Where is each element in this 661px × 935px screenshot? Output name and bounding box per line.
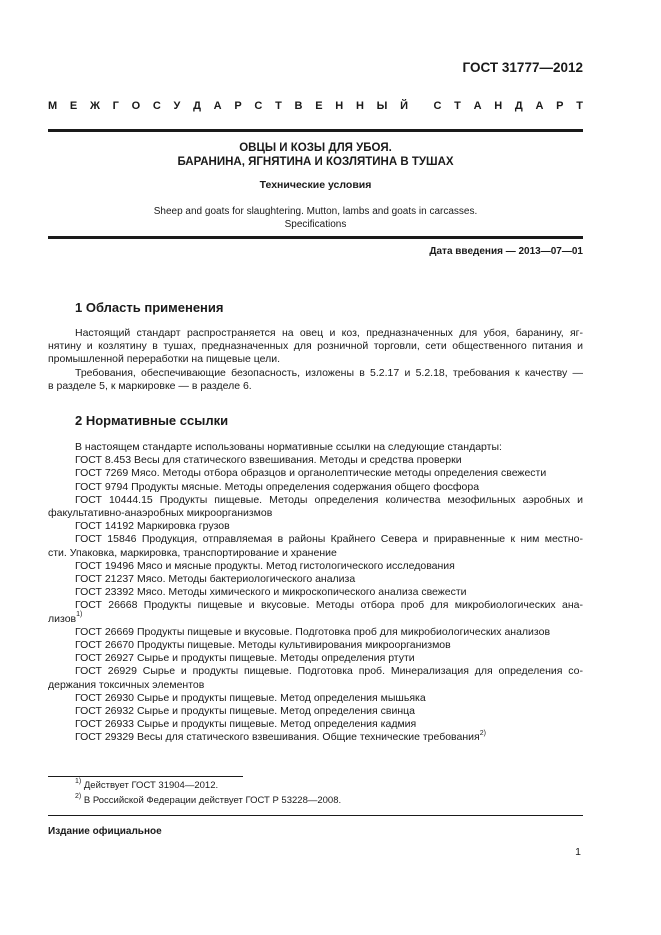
- reference-item: ГОСТ 26933 Сырье и продукты пищевые. Метод определения кадмия: [75, 718, 417, 731]
- heading-letter: С: [152, 100, 161, 112]
- english-title-line-1: Sheep and goats for slaughtering. Mutton, lambs and goats in carcasses.: [153, 206, 478, 217]
- footnote-text: Действует ГОСТ 31904—2012.: [81, 780, 219, 791]
- reference-item: ГОСТ 10444.15 Продукты пищевые. Методы определения количества мезофильных аэробных и: [75, 493, 583, 506]
- title-rule: [48, 236, 583, 239]
- english-title-line-2: Specifications: [284, 219, 347, 230]
- reference-item-continuation: факультативно-анаэробных микроорганизмов: [48, 507, 273, 520]
- heading-letter: Г: [112, 100, 119, 112]
- reference-item: ГОСТ 8.453 Весы для статического взвешивания. Методы и средства проверки: [75, 454, 462, 467]
- english-title: [48, 205, 583, 231]
- heading-letter: Т: [576, 100, 583, 112]
- reference-item: ГОСТ 9794 Продукты мясные. Методы определения содержания общего фосфора: [75, 480, 480, 493]
- footnote-2: [75, 792, 342, 806]
- section-1-heading: 1 Область применения: [75, 300, 224, 315]
- heading-letter: Е: [315, 100, 323, 112]
- heading-letter: О: [131, 100, 141, 112]
- heading-letter: А: [213, 100, 222, 112]
- reference-item: ГОСТ 26670 Продукты пищевые. Методы культивирования микроорганизмов: [75, 639, 451, 652]
- text-line: в разделе 5, к маркировке — в разделе 6.: [48, 380, 252, 393]
- page-number: 1: [575, 846, 581, 858]
- footnote-mark: 2): [75, 792, 82, 800]
- reference-item: ГОСТ 26930 Сырье и продукты пищевые. Метод определения мышьяка: [75, 691, 426, 704]
- footnote-marker: 2): [479, 729, 486, 737]
- reference-item: ГОСТ 26932 Сырье и продукты пищевые. Метод определения свинца: [75, 705, 415, 718]
- reference-text: лизов: [48, 612, 77, 625]
- standard-type-heading: [48, 100, 583, 112]
- footnote-text: В Российской Федерации действует ГОСТ Р 53228—2008.: [81, 795, 342, 806]
- references-intro: В настоящем стандарте использованы нормативные ссылки на следующие стандарты:: [75, 441, 502, 453]
- normative-references-list: [48, 441, 583, 745]
- section-1-paragraph-1: [48, 327, 583, 367]
- reference-item: ГОСТ 15846 Продукция, отправляемая в районы Крайнего Севера и приравненные к ним местно-: [75, 533, 583, 546]
- document-title: [48, 141, 583, 169]
- text-line: Настоящий стандарт распространяется на овец и коз, предназначенных для убоя, баранину, яг-: [75, 327, 583, 339]
- footnote-mark: 1): [75, 777, 82, 785]
- reference-item: ГОСТ 26669 Продукты пищевые и вкусовые. Подготовка проб для микробиологических анализов: [75, 625, 551, 638]
- heading-letter: С: [254, 100, 263, 112]
- footnote-marker: 1): [76, 611, 83, 619]
- heading-letter: Т: [275, 100, 282, 112]
- heading-letter: Р: [234, 100, 242, 112]
- text-line: промышленной переработки на пищевые цели.: [48, 353, 281, 366]
- reference-item: ГОСТ 26668 Продукты пищевые и вкусовые. Методы отбора проб для микробиологических ана-: [75, 599, 583, 612]
- heading-letter: М: [48, 100, 58, 112]
- reference-item-continuation: держания токсичных элементов: [48, 678, 205, 691]
- heading-letter: Ж: [89, 100, 100, 112]
- reference-item-continuation: [48, 613, 583, 626]
- heading-letter: Ы: [376, 100, 388, 112]
- heading-letter: А: [535, 100, 544, 112]
- reference-item: ГОСТ 7269 Мясо. Методы отбора образцов и органолептические методы определения свежести: [75, 467, 547, 480]
- title-line-2: БАРАНИНА, ЯГНЯТИНА И КОЗЛЯТИНА В ТУШАХ: [177, 156, 454, 168]
- text-line: Требования, обеспечивающие безопасность, изложены в 5.2.17 и 5.2.18, требования к качеству —: [75, 367, 583, 379]
- official-edition-label: Издание официальное: [48, 826, 162, 837]
- heading-letter: Н: [335, 100, 344, 112]
- text-line: нятину и козлятину в тушах, предназначенных для розничной торговли, сети общественного питания и: [48, 340, 583, 353]
- reference-item: [48, 731, 583, 744]
- reference-item: ГОСТ 21237 Мясо. Методы бактериологического анализа: [75, 573, 356, 586]
- footnote-1: [75, 777, 219, 791]
- reference-item: ГОСТ 19496 Мясо и мясные продукты. Метод гистологического исследования: [75, 559, 455, 572]
- reference-text: ГОСТ 29329 Весы для статического взвешивания. Общие технические требования: [75, 731, 480, 744]
- standard-number: ГОСТ 31777—2012: [462, 60, 583, 75]
- heading-letter: А: [473, 100, 482, 112]
- reference-item: ГОСТ 23392 Мясо. Методы химического и микроскопического анализа свежести: [75, 586, 467, 599]
- reference-item: ГОСТ 26929 Сырье и продукты пищевые. Подготовка проб. Минерализация для определения со-: [75, 665, 583, 678]
- header-rule: [48, 129, 583, 132]
- title-line-1: ОВЦЫ И КОЗЫ ДЛЯ УБОЯ.: [239, 142, 392, 154]
- heading-letter: Н: [494, 100, 503, 112]
- section-1-paragraph-2: [48, 367, 583, 393]
- heading-letter: Й: [400, 100, 409, 112]
- reference-item: ГОСТ 26927 Сырье и продукты пищевые. Методы определения ртути: [75, 652, 415, 665]
- reference-item-continuation: сти. Упаковка, маркировка, транспортирование и хранение: [48, 546, 337, 559]
- heading-letter: Д: [193, 100, 201, 112]
- introduction-date: Дата введения — 2013—07—01: [429, 246, 583, 257]
- footer-rule: [48, 815, 583, 816]
- heading-letter: У: [173, 100, 181, 112]
- heading-letter: Д: [514, 100, 523, 112]
- footnote-rule: [48, 776, 243, 777]
- document-subtitle: Технические условия: [259, 179, 372, 191]
- section-2-heading: 2 Нормативные ссылки: [75, 413, 229, 428]
- heading-letter: Р: [556, 100, 564, 112]
- heading-letter: Т: [454, 100, 461, 112]
- heading-letter: В: [294, 100, 303, 112]
- heading-letter: Е: [69, 100, 78, 112]
- reference-item: ГОСТ 14192 Маркировка грузов: [75, 520, 230, 533]
- heading-letter: С: [433, 100, 442, 112]
- heading-letter: Н: [355, 100, 364, 112]
